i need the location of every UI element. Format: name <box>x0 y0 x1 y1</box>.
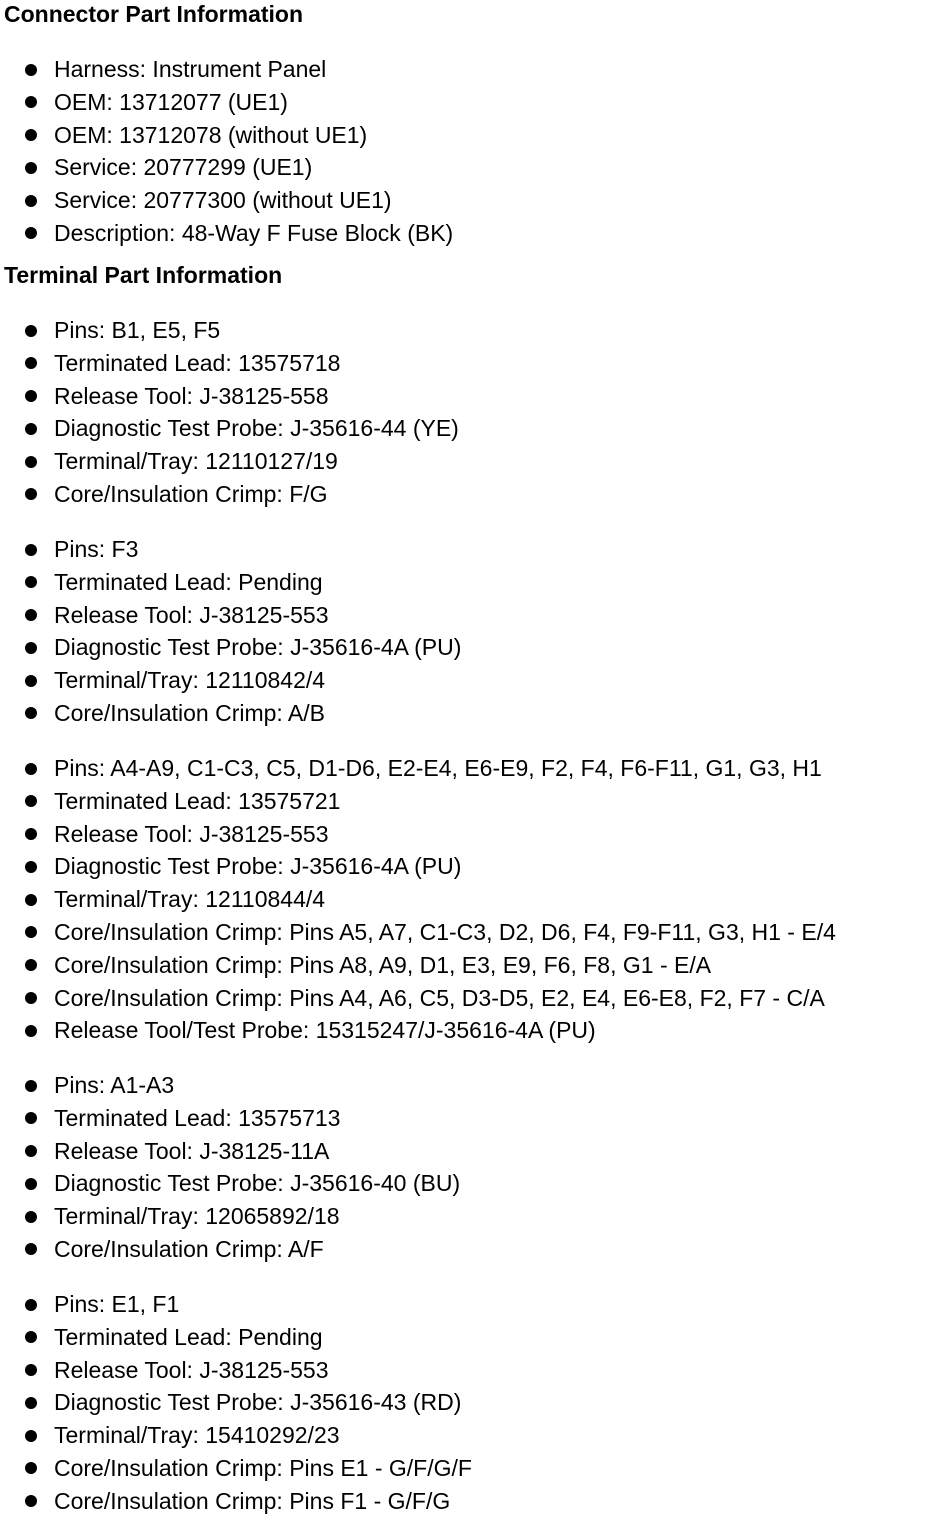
bullet-icon <box>25 96 37 108</box>
bullet-icon <box>25 861 37 873</box>
bullet-icon <box>25 959 37 971</box>
bullet-icon <box>25 227 37 239</box>
bullet-icon <box>25 576 37 588</box>
bullet-icon <box>25 325 37 337</box>
connector-part-information-heading: Connector Part Information <box>4 1 304 27</box>
bullet-icon <box>25 707 37 719</box>
bullet-icon <box>25 992 37 1004</box>
bullet-icon <box>25 1243 37 1255</box>
document-page: Connector Part Information Harness: Instrument Panel OEM: 13712077 (UE1) OEM: 13712078 (without UE1) Service: 20777299 (UE1) Service: 20777300 (without UE1) Description: 48-Way F Fuse Block (BK) Terminal Part Information Pins: B1, E5, F5 Terminated Lead: 13575718 Release Tool: J-38125-558 Diagnostic Test Probe: J-35616-44 (YE) Terminal/Tray: 12110127/19 Core/Insulation Crimp: F/G Pins: F3 Terminated Lead: Pending Release Tool: J-38125-553 Diagnostic Test Probe: J-35616-4A (PU) Terminal/Tray: 12110842/4 Core/Insulation Crimp: A/B Pins: A4-A9, C1-C3, C5, D1-D6, E2-E4, E6-E9, F2, F4, F6-F11, G1, G3, H1 Terminated Lead: 13575721 Release Tool: J-38125-553 Diagnostic Test Probe: J-35616-4A (PU) Terminal/Tray: 12110844/4 Core/Insulation Crimp: Pins A5, A7, C1-C3, D2, D6, F4, F9-F11, G3, H1 - E/4 Core/Insulation Crimp: Pins A8, A9, D1, E3, E9, F6, F8, G1 - E/A Core/Insulation Crimp: Pins A4, A6, C5, D3-D5, E2, E4, E6-E8, F2, F7 - C/A Release Tool/Test Probe: 15315247/J-35616-4A (PU) Pins: A1-A3 Terminated Lead: 13575713 Release Tool: J-38125-11A Diagnostic Test Probe: J-35616-40 (BU) Terminal/Tray: 12065892/18 Core/Insulation Crimp: A/F Pins: E1, F1 Terminated Lead: Pending Release Tool: J-38125-553 Diagnostic Test Probe: J-35616-43 (RD) Terminal/Tray: 15410292/23 Core/Insulation Crimp: Pins E1 - G/F/G/F Core/Insulation Crimp: Pins F1 - G/F/G <box>4 1 836 1514</box>
bullet-icon <box>25 1025 37 1037</box>
bullet-icon <box>25 894 37 906</box>
bullet-icon <box>25 1364 37 1376</box>
bullet-icon <box>25 195 37 207</box>
bullet-icon <box>25 642 37 654</box>
bullet-icon <box>25 1331 37 1343</box>
bullet-icon <box>25 64 37 76</box>
bullet-icon <box>25 763 37 775</box>
bullet-icon <box>25 1080 37 1092</box>
bullet-icon <box>25 357 37 369</box>
bullet-icon <box>25 1145 37 1157</box>
bullet-icon <box>25 795 37 807</box>
terminal-part-information-heading: Terminal Part Information <box>4 262 283 288</box>
bullet-icon <box>25 423 37 435</box>
bullet-icon <box>25 390 37 402</box>
bullet-icon <box>25 1430 37 1442</box>
bullet-icon <box>25 162 37 174</box>
bullet-icon <box>25 1211 37 1223</box>
bullet-icon <box>25 609 37 621</box>
bullet-icon <box>25 1462 37 1474</box>
bullet-icon <box>25 544 37 556</box>
bullet-icon <box>25 926 37 938</box>
bullet-icon <box>25 129 37 141</box>
bullet-icon <box>25 1397 37 1409</box>
bullet-icon <box>25 488 37 500</box>
bullet-icon <box>25 1299 37 1311</box>
bullet-icon <box>25 1178 37 1190</box>
bullet-icon <box>25 456 37 468</box>
bullet-icon <box>25 1495 37 1507</box>
bullet-icon <box>25 828 37 840</box>
bullet-icon <box>25 1112 37 1124</box>
bullet-icon <box>25 675 37 687</box>
